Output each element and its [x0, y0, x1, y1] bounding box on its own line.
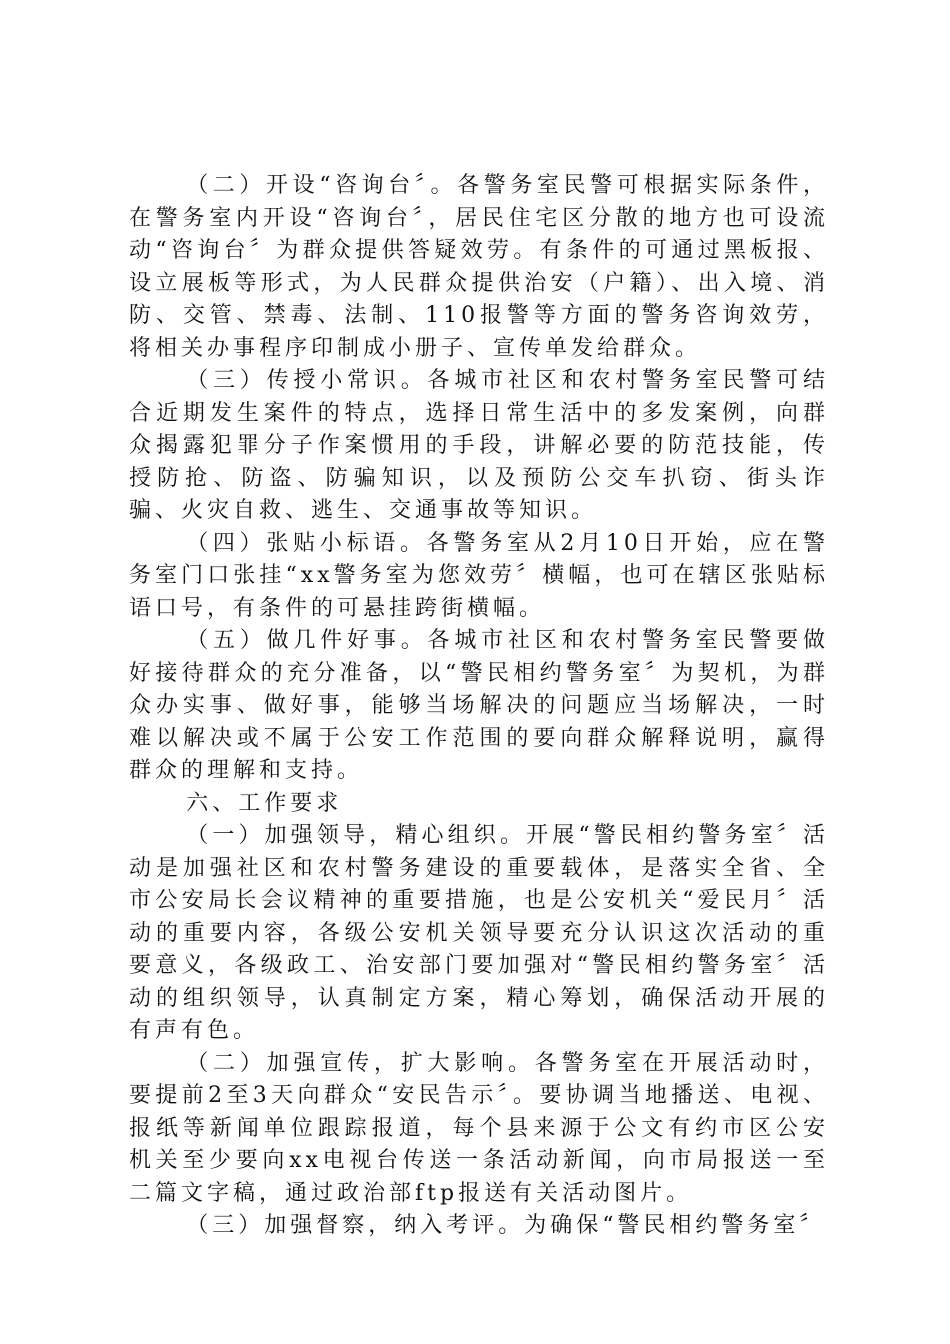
section-heading-work-requirements: 六、工作要求 — [186, 790, 343, 816]
paragraph-publicity: （二）加强宣传，扩大影响。各警务室在开展活动时，要提前2至3天向群众“安民告示〞。要协调当地播送、电视、报纸等新闻单位跟踪报道，每个县来源于公文有约市区公安机关至少要向xx电视台传送一条活动新闻，向市局报送一至二篇文字稿，通过政治部ftp报送有关活动图片。 — [129, 1050, 829, 1206]
paragraph-leadership: （一）加强领导，精心组织。开展“警民相约警务室〞活动是加强社区和农村警务建设的重要载体，是落实全省、全市公安局长会议精神的重要措施，也是公安机关“爱民月〞活动的重要内容，各级公安机关领导要充分认识这次活动的重要意义，各级政工、治安部门要加强对“警民相约警务室〞活动的组织领导，认真制定方案，精心筹划，确保活动开展的有声有色。 — [129, 823, 829, 1043]
paragraph-common-knowledge: （三）传授小常识。各城市社区和农村警务室民警可结合近期发生案件的特点，选择日常生活中的多发案例，向群众揭露犯罪分子作案惯用的手段，讲解必要的防范技能，传授防抢、防盗、防骗知识，以及预防公交车扒窃、街头诈骗、火灾自救、逃生、交通事故等知识。 — [129, 368, 829, 523]
document-body — [129, 170, 829, 1243]
paragraph-consulting-desk: （二）开设“咨询台〞。各警务室民警可根据实际条件，在警务室内开设“咨询台〞，居民住宅区分散的地方也可设流动“咨询台〞为群众提供答疑效劳。有条件的可通过黑板报、设立展板等形式，为人民群众提供治安（户籍）、出入境、消防、交管、禁毒、法制、110报警等方面的警务咨询效劳，将相关办事程序印制成小册子、宣传单发给群众。 — [129, 173, 829, 361]
paragraph-slogans: （四）张贴小标语。各警务室从2月10日开始，应在警务室门口张挂“xx警务室为您效劳〞横幅，也可在辖区张贴标语口号，有条件的可悬挂跨街横幅。 — [129, 530, 829, 621]
paragraph-good-deeds: （五）做几件好事。各城市社区和农村警务室民警要做好接待群众的充分准备，以“警民相约警务室〞为契机，为群众办实事、做好事，能够当场解决的问题应当场解决，一时难以解决或不属于公安工作范围的要向群众解释说明，赢得群众的理解和支持。 — [129, 628, 829, 783]
paragraph-supervision: （三）加强督察，纳入考评。为确保“警民相约警务室〞 — [186, 1213, 826, 1238]
